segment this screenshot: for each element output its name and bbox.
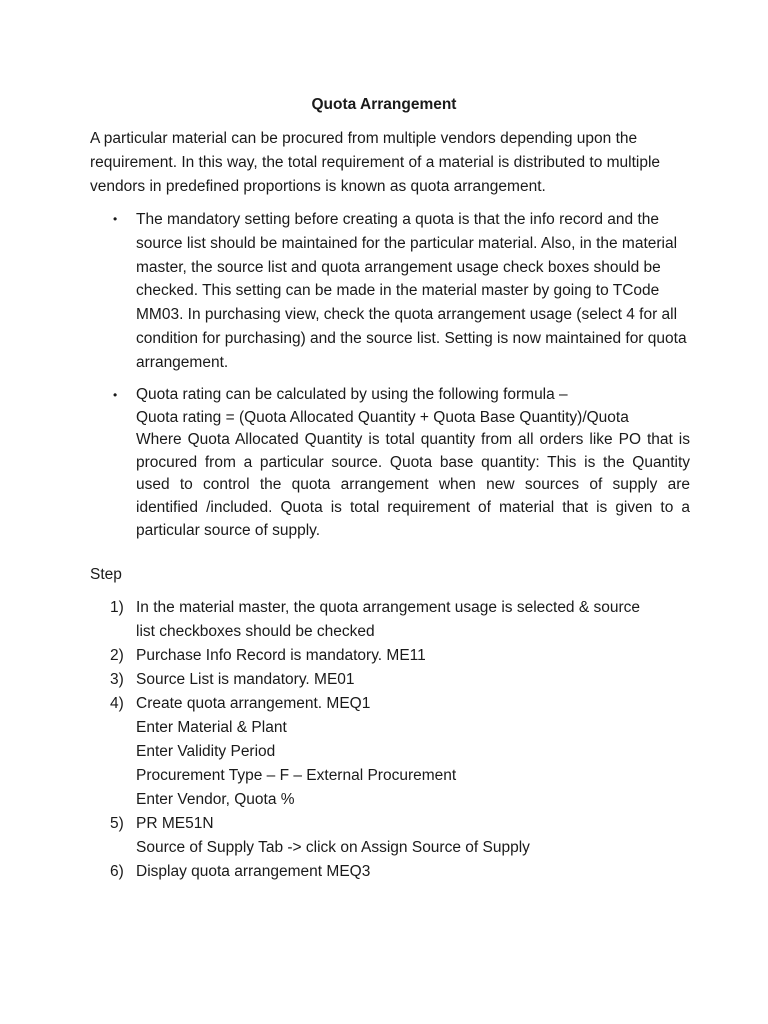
bullet-item xyxy=(90,384,690,542)
step-line: Source List is mandatory. ME01 xyxy=(136,671,355,688)
step-number: 5) xyxy=(110,815,124,832)
formula-explanation: Where Quota Allocated Quantity is total quantity from all orders like PO that is procured from a particular source. Quota base quantity: This is the Quantity used to control the quota arrangement when new sources of supply are identified /included. Quota is total requirement of material that is given to a particular source of supply. xyxy=(136,431,690,539)
step-number: 1) xyxy=(110,599,124,616)
bullet-item xyxy=(90,208,690,375)
step-line: Enter Vendor, Quota % xyxy=(136,791,295,808)
step-line: PR ME51N xyxy=(136,815,214,832)
step-number: 2) xyxy=(110,647,124,664)
step-item xyxy=(90,644,690,668)
step-item xyxy=(90,860,690,884)
bullet-marker: • xyxy=(113,388,118,402)
bullet-list-1 xyxy=(90,208,690,375)
step-line: Purchase Info Record is mandatory. ME11 xyxy=(136,647,426,664)
bullet-marker: • xyxy=(113,212,118,226)
step-line: Procurement Type – F – External Procurement xyxy=(136,767,457,784)
step-line: Source of Supply Tab -> click on Assign Source of Supply xyxy=(136,839,530,856)
step-line: list checkboxes should be checked xyxy=(136,623,375,640)
step-line: Display quota arrangement MEQ3 xyxy=(136,863,371,880)
step-heading: Step xyxy=(90,566,122,583)
steps-list xyxy=(90,596,690,884)
step-number: 4) xyxy=(110,695,124,712)
intro-paragraph: A particular material can be procured from multiple vendors depending upon the requirement. In this way, the total requirement of a material is distributed to multiple vendors in predefined proportions is known as quota arrangement. xyxy=(90,130,661,195)
formula: Quota rating = (Quota Allocated Quantity + Quota Base Quantity)/Quota xyxy=(136,408,629,426)
step-item xyxy=(90,668,690,692)
step-item xyxy=(90,596,690,644)
step-line: In the material master, the quota arrangement usage is selected & source xyxy=(136,599,641,616)
bullet-text: The mandatory setting before creating a quota is that the info record and the source list should be maintained for the particular material. Also, in the material master, the source list and quota arrangement usage check boxes should be checked. This setting can be made in the material master by going to TCode MM03. In purchasing view, check the quota arrangement usage (select 4 for all condition for purchasing) and the source list. Setting is now maintained for quota arrangement. xyxy=(136,211,687,371)
step-number: 6) xyxy=(110,863,124,880)
step-line: Create quota arrangement. MEQ1 xyxy=(136,695,371,712)
bullet-list-2 xyxy=(90,384,690,542)
step-item xyxy=(90,812,690,860)
step-number: 3) xyxy=(110,671,124,688)
step-item xyxy=(90,692,690,812)
document-title: Quota Arrangement xyxy=(311,96,457,113)
step-line: Enter Validity Period xyxy=(136,743,276,760)
step-line: Enter Material & Plant xyxy=(136,719,287,736)
formula-intro: Quota rating can be calculated by using the following formula – xyxy=(136,386,568,403)
